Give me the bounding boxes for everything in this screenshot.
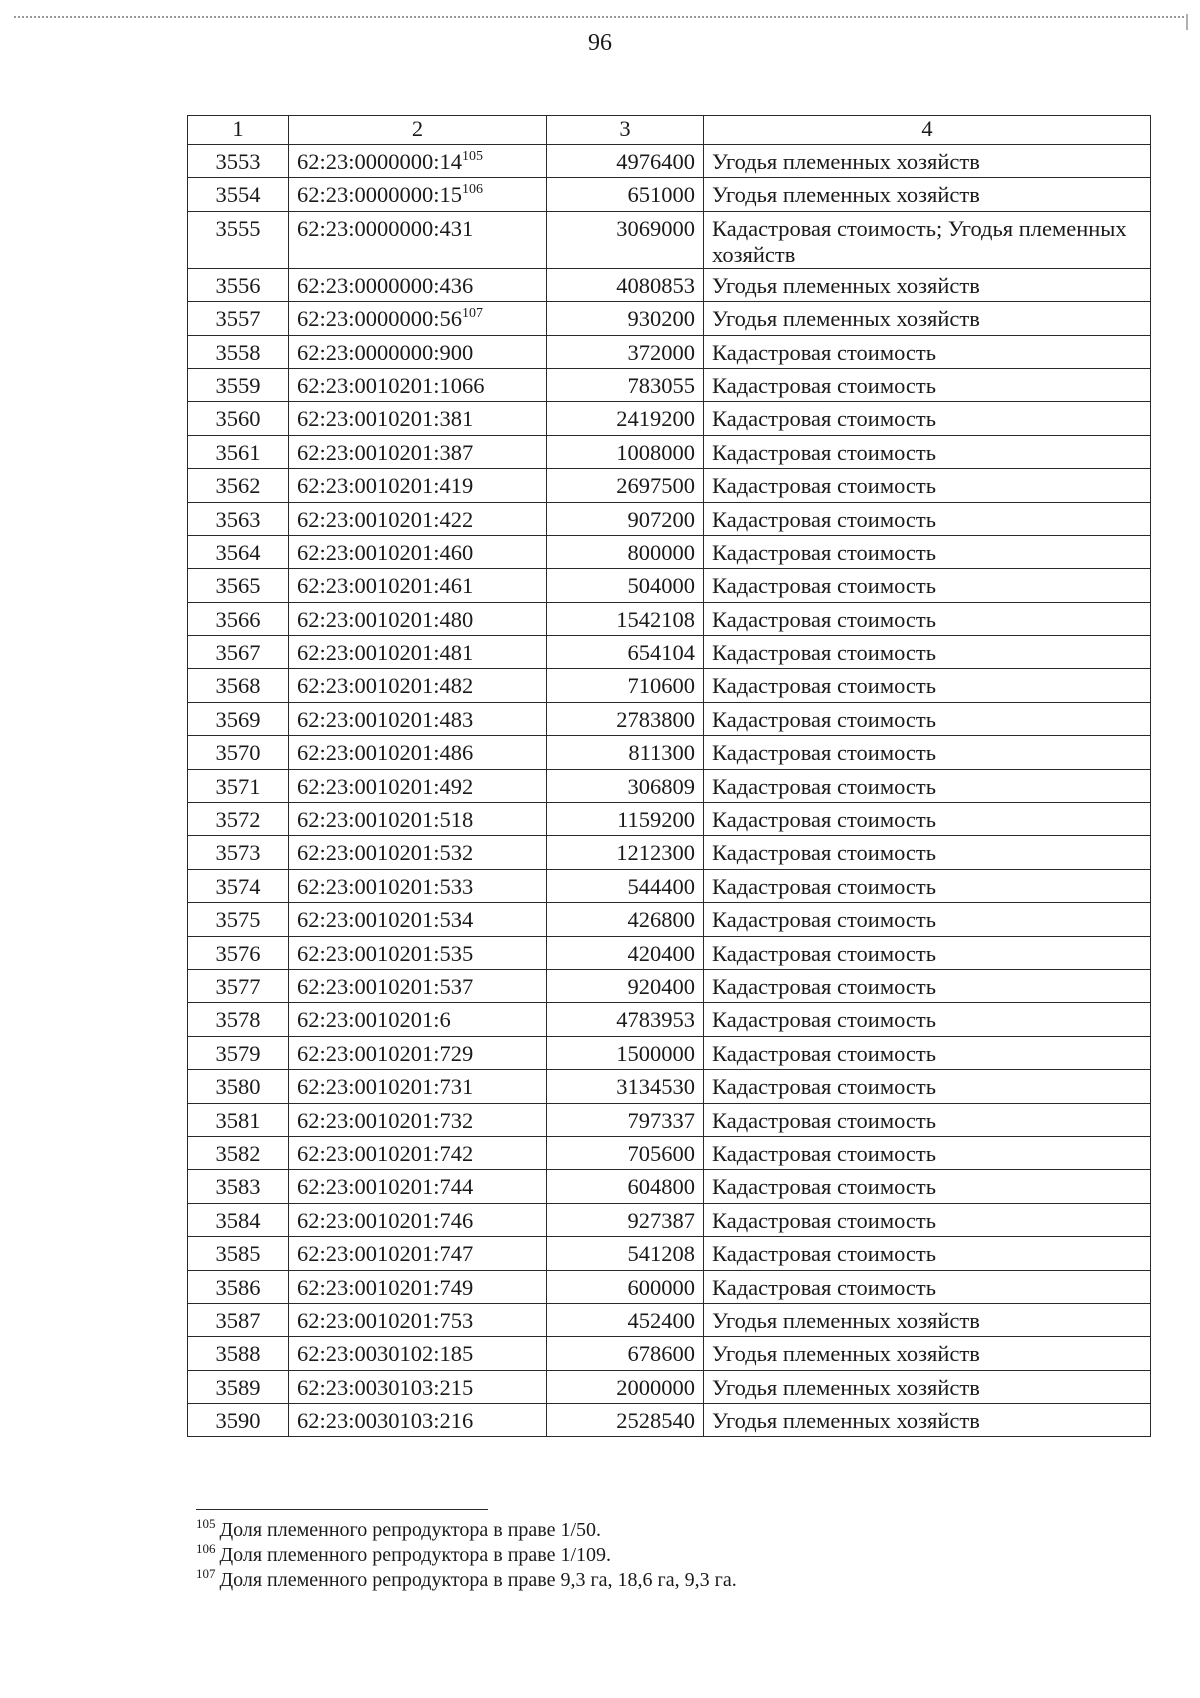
cadastral-number-cell <box>289 803 547 836</box>
value-cell: 2783800 <box>547 702 704 735</box>
cadastral-number-cell <box>289 1136 547 1169</box>
row-number: 3564 <box>188 535 289 568</box>
cadastral-number-cell <box>289 502 547 535</box>
row-number: 3561 <box>188 435 289 468</box>
footnote-text: Доля племенного репродуктора в праве 1/50. <box>219 1519 602 1541</box>
cadastral-number-cell <box>289 402 547 435</box>
row-number: 3557 <box>188 302 289 335</box>
table-row <box>188 1270 1151 1303</box>
cadastral-number: 62:23:0010201:729 <box>297 1040 474 1066</box>
cadastral-number-cell <box>289 1036 547 1069</box>
row-number: 3583 <box>188 1170 289 1203</box>
table-row <box>188 469 1151 502</box>
value-cell: 1008000 <box>547 435 704 468</box>
cadastral-number: 62:23:0010201:1066 <box>297 372 485 398</box>
basis-cell: Угодья племенных хозяйств <box>704 1337 1151 1370</box>
footnote-reference: 107 <box>462 306 484 322</box>
cadastral-number: 62:23:0010201:486 <box>297 740 474 766</box>
cadastral-number: 62:23:0010201:749 <box>297 1274 474 1300</box>
value-cell: 930200 <box>547 302 704 335</box>
row-number: 3587 <box>188 1303 289 1336</box>
row-number: 3586 <box>188 1270 289 1303</box>
basis-cell: Кадастровая стоимость <box>704 836 1151 869</box>
table-row <box>188 268 1151 301</box>
cadastral-number-cell <box>289 936 547 969</box>
basis-cell: Кадастровая стоимость <box>704 702 1151 735</box>
basis-cell: Кадастровая стоимость <box>704 469 1151 502</box>
footnote <box>196 1518 737 1543</box>
table-row <box>188 145 1151 178</box>
basis-cell: Кадастровая стоимость <box>704 936 1151 969</box>
basis-cell: Кадастровая стоимость <box>704 636 1151 669</box>
cadastral-number: 62:23:0010201:533 <box>297 873 474 899</box>
basis-cell: Угодья племенных хозяйств <box>704 1370 1151 1403</box>
basis-cell: Кадастровая стоимость <box>704 769 1151 802</box>
table-row <box>188 803 1151 836</box>
table-row <box>188 1136 1151 1169</box>
basis-cell: Кадастровая стоимость <box>704 1070 1151 1103</box>
cadastral-number-cell <box>289 1404 547 1437</box>
table-row <box>188 602 1151 635</box>
value-cell: 2419200 <box>547 402 704 435</box>
table-row <box>188 178 1151 211</box>
footnote-marker: 107 <box>196 1566 216 1581</box>
table-row <box>188 769 1151 802</box>
cadastral-number: 62:23:0010201:460 <box>297 539 474 565</box>
value-cell: 544400 <box>547 869 704 902</box>
value-cell: 452400 <box>547 1303 704 1336</box>
basis-cell: Кадастровая стоимость <box>704 903 1151 936</box>
basis-cell: Кадастровая стоимость <box>704 1237 1151 1270</box>
land-register-table <box>187 115 1151 1437</box>
row-number: 3581 <box>188 1103 289 1136</box>
value-cell: 797337 <box>547 1103 704 1136</box>
cadastral-number: 62:23:0000000:431 <box>297 215 474 241</box>
basis-cell: Кадастровая стоимость <box>704 602 1151 635</box>
row-number: 3588 <box>188 1337 289 1370</box>
cadastral-number-cell <box>289 636 547 669</box>
value-cell: 783055 <box>547 368 704 401</box>
column-header-2: 2 <box>289 116 547 145</box>
cadastral-number-cell <box>289 268 547 301</box>
cadastral-number-cell <box>289 1203 547 1236</box>
cadastral-number-cell <box>289 1370 547 1403</box>
table-row <box>188 936 1151 969</box>
value-cell: 654104 <box>547 636 704 669</box>
value-cell: 4080853 <box>547 268 704 301</box>
value-cell: 504000 <box>547 569 704 602</box>
value-cell: 3134530 <box>547 1070 704 1103</box>
table-row <box>188 1370 1151 1403</box>
row-number: 3575 <box>188 903 289 936</box>
value-cell: 927387 <box>547 1203 704 1236</box>
footnote-marker: 106 <box>196 1541 216 1556</box>
row-number: 3590 <box>188 1404 289 1437</box>
row-number: 3563 <box>188 502 289 535</box>
value-cell: 372000 <box>547 335 704 368</box>
table-row <box>188 502 1151 535</box>
row-number: 3573 <box>188 836 289 869</box>
table-row <box>188 1003 1151 1036</box>
basis-cell: Кадастровая стоимость <box>704 1170 1151 1203</box>
basis-cell: Кадастровая стоимость <box>704 502 1151 535</box>
cadastral-number-cell <box>289 302 547 335</box>
basis-cell: Кадастровая стоимость <box>704 335 1151 368</box>
basis-cell: Угодья племенных хозяйств <box>704 178 1151 211</box>
row-number: 3582 <box>188 1136 289 1169</box>
cadastral-number-cell <box>289 702 547 735</box>
row-number: 3556 <box>188 268 289 301</box>
row-number: 3570 <box>188 736 289 769</box>
row-number: 3589 <box>188 1370 289 1403</box>
value-cell: 541208 <box>547 1237 704 1270</box>
value-cell: 1500000 <box>547 1036 704 1069</box>
scan-right-edge <box>1186 14 1188 30</box>
scan-top-edge <box>14 16 1184 18</box>
cadastral-number: 62:23:0010201:518 <box>297 807 474 833</box>
value-cell: 907200 <box>547 502 704 535</box>
basis-cell: Кадастровая стоимость <box>704 669 1151 702</box>
basis-cell: Кадастровая стоимость <box>704 402 1151 435</box>
row-number: 3559 <box>188 368 289 401</box>
table-row <box>188 869 1151 902</box>
value-cell: 4783953 <box>547 1003 704 1036</box>
cadastral-number: 62:23:0010201:480 <box>297 606 474 632</box>
basis-cell: Кадастровая стоимость <box>704 869 1151 902</box>
cadastral-number: 62:23:0010201:481 <box>297 640 474 666</box>
cadastral-number: 62:23:0010201:534 <box>297 907 474 933</box>
basis-cell: Угодья племенных хозяйств <box>704 1303 1151 1336</box>
value-cell: 705600 <box>547 1136 704 1169</box>
footnote-text: Доля племенного репродуктора в праве 9,3 га, 18,6 га, 9,3 га. <box>219 1569 737 1591</box>
cadastral-number-cell <box>289 1337 547 1370</box>
basis-cell: Кадастровая стоимость <box>704 1136 1151 1169</box>
cadastral-number: 62:23:0010201:422 <box>297 506 474 532</box>
cadastral-number-cell <box>289 769 547 802</box>
basis-cell: Кадастровая стоимость <box>704 803 1151 836</box>
row-number: 3567 <box>188 636 289 669</box>
basis-cell: Кадастровая стоимость <box>704 1003 1151 1036</box>
cadastral-number-cell <box>289 669 547 702</box>
cadastral-number-cell <box>289 335 547 368</box>
cadastral-number: 62:23:0010201:753 <box>297 1307 474 1333</box>
cadastral-number: 62:23:0010201:742 <box>297 1140 474 1166</box>
table-row <box>188 702 1151 735</box>
footnote-reference: 106 <box>462 182 484 198</box>
row-number: 3571 <box>188 769 289 802</box>
cadastral-number: 62:23:0000000:900 <box>297 339 474 365</box>
value-cell: 2697500 <box>547 469 704 502</box>
footnote-marker: 105 <box>196 1516 216 1531</box>
cadastral-number-cell <box>289 1070 547 1103</box>
cadastral-number-cell <box>289 435 547 468</box>
cadastral-number: 62:23:0010201:387 <box>297 439 474 465</box>
value-cell: 4976400 <box>547 145 704 178</box>
cadastral-number: 62:23:0010201:537 <box>297 973 474 999</box>
basis-cell: Угодья племенных хозяйств <box>704 145 1151 178</box>
page-number: 96 <box>588 30 612 56</box>
row-number: 3558 <box>188 335 289 368</box>
table-row <box>188 969 1151 1002</box>
value-cell: 306809 <box>547 769 704 802</box>
basis-cell: Кадастровая стоимость; Угодья племенных хозяйств <box>704 211 1151 268</box>
row-number: 3585 <box>188 1237 289 1270</box>
cadastral-number-cell <box>289 1003 547 1036</box>
cadastral-number-cell <box>289 368 547 401</box>
cadastral-number: 62:23:0010201:731 <box>297 1074 474 1100</box>
basis-cell: Кадастровая стоимость <box>704 569 1151 602</box>
row-number: 3572 <box>188 803 289 836</box>
basis-cell: Кадастровая стоимость <box>704 1103 1151 1136</box>
table-row <box>188 211 1151 268</box>
cadastral-number: 62:23:0030103:215 <box>297 1374 474 1400</box>
cadastral-number-cell <box>289 1270 547 1303</box>
cadastral-number-cell <box>289 903 547 936</box>
table-row <box>188 1237 1151 1270</box>
row-number: 3578 <box>188 1003 289 1036</box>
cadastral-number: 62:23:0000000:14 <box>297 149 463 174</box>
row-number: 3560 <box>188 402 289 435</box>
cadastral-number: 62:23:0010201:6 <box>297 1007 451 1033</box>
table-row <box>188 1404 1151 1437</box>
value-cell: 678600 <box>547 1337 704 1370</box>
basis-cell: Кадастровая стоимость <box>704 969 1151 1002</box>
row-number: 3584 <box>188 1203 289 1236</box>
cadastral-number: 62:23:0010201:482 <box>297 673 474 699</box>
value-cell: 1159200 <box>547 803 704 836</box>
cadastral-number: 62:23:0010201:492 <box>297 773 474 799</box>
table-body <box>188 145 1151 1437</box>
cadastral-number: 62:23:0000000:15 <box>297 182 463 208</box>
value-cell: 604800 <box>547 1170 704 1203</box>
footnote-text: Доля племенного репродуктора в праве 1/109. <box>219 1544 612 1566</box>
column-header-3: 3 <box>547 116 704 145</box>
row-number: 3565 <box>188 569 289 602</box>
column-header-1: 1 <box>188 116 289 145</box>
table-row <box>188 1070 1151 1103</box>
footnotes <box>196 1518 737 1593</box>
cadastral-number: 62:23:0000000:436 <box>297 272 474 298</box>
row-number: 3569 <box>188 702 289 735</box>
cadastral-number: 62:23:0010201:461 <box>297 573 474 599</box>
footnote <box>196 1543 737 1568</box>
row-number: 3566 <box>188 602 289 635</box>
cadastral-number: 62:23:0010201:532 <box>297 840 474 866</box>
table-row <box>188 302 1151 335</box>
table-row <box>188 1036 1151 1069</box>
value-cell: 2000000 <box>547 1370 704 1403</box>
table-row <box>188 669 1151 702</box>
table-row <box>188 636 1151 669</box>
column-header-4: 4 <box>704 116 1151 145</box>
cadastral-number: 62:23:0030103:216 <box>297 1408 474 1434</box>
row-number: 3554 <box>188 178 289 211</box>
basis-cell: Угодья племенных хозяйств <box>704 268 1151 301</box>
row-number: 3577 <box>188 969 289 1002</box>
basis-cell: Кадастровая стоимость <box>704 1270 1151 1303</box>
value-cell: 2528540 <box>547 1404 704 1437</box>
row-number: 3553 <box>188 145 289 178</box>
cadastral-number: 62:23:0010201:732 <box>297 1107 474 1133</box>
table-row <box>188 569 1151 602</box>
value-cell: 1542108 <box>547 602 704 635</box>
row-number: 3562 <box>188 469 289 502</box>
table-row <box>188 335 1151 368</box>
table-row <box>188 836 1151 869</box>
value-cell: 426800 <box>547 903 704 936</box>
cadastral-number-cell <box>289 535 547 568</box>
row-number: 3574 <box>188 869 289 902</box>
basis-cell: Кадастровая стоимость <box>704 736 1151 769</box>
footnote-reference: 105 <box>462 149 484 164</box>
table-row <box>188 1203 1151 1236</box>
cadastral-number-cell <box>289 836 547 869</box>
table-row <box>188 535 1151 568</box>
table-row <box>188 1103 1151 1136</box>
row-number: 3580 <box>188 1070 289 1103</box>
table-row <box>188 736 1151 769</box>
basis-cell: Кадастровая стоимость <box>704 535 1151 568</box>
table-row <box>188 435 1151 468</box>
row-number: 3568 <box>188 669 289 702</box>
table-row <box>188 1303 1151 1336</box>
row-number: 3579 <box>188 1036 289 1069</box>
footnote-separator <box>196 1509 488 1510</box>
cadastral-number-cell <box>289 736 547 769</box>
cadastral-number-cell <box>289 145 547 178</box>
value-cell: 811300 <box>547 736 704 769</box>
cadastral-number: 62:23:0010201:419 <box>297 473 474 499</box>
cadastral-number: 62:23:0010201:744 <box>297 1174 474 1200</box>
cadastral-number: 62:23:0000000:56 <box>297 306 463 332</box>
table-header-row <box>188 116 1151 145</box>
cadastral-number-cell <box>289 178 547 211</box>
cadastral-number: 62:23:0010201:746 <box>297 1207 474 1233</box>
cadastral-number-cell <box>289 602 547 635</box>
cadastral-number: 62:23:0010201:747 <box>297 1241 474 1267</box>
cadastral-number-cell <box>289 869 547 902</box>
cadastral-number: 62:23:0030102:185 <box>297 1341 474 1367</box>
cadastral-number-cell <box>289 569 547 602</box>
basis-cell: Кадастровая стоимость <box>704 1036 1151 1069</box>
value-cell: 420400 <box>547 936 704 969</box>
value-cell: 1212300 <box>547 836 704 869</box>
cadastral-number: 62:23:0010201:381 <box>297 406 474 432</box>
cadastral-number: 62:23:0010201:483 <box>297 706 474 732</box>
basis-cell: Кадастровая стоимость <box>704 435 1151 468</box>
basis-cell: Кадастровая стоимость <box>704 1203 1151 1236</box>
footnote <box>196 1568 737 1593</box>
table-row <box>188 1170 1151 1203</box>
value-cell: 920400 <box>547 969 704 1002</box>
basis-cell: Угодья племенных хозяйств <box>704 302 1151 335</box>
table-row <box>188 402 1151 435</box>
value-cell: 3069000 <box>547 211 704 268</box>
cadastral-number-cell <box>289 1237 547 1270</box>
cadastral-number-cell <box>289 1103 547 1136</box>
table-row <box>188 368 1151 401</box>
cadastral-number-cell <box>289 1170 547 1203</box>
value-cell: 600000 <box>547 1270 704 1303</box>
cadastral-number-cell <box>289 469 547 502</box>
value-cell: 800000 <box>547 535 704 568</box>
cadastral-number-cell <box>289 969 547 1002</box>
cadastral-number-cell <box>289 1303 547 1336</box>
cadastral-number-cell <box>289 211 547 268</box>
value-cell: 651000 <box>547 178 704 211</box>
basis-cell: Кадастровая стоимость <box>704 368 1151 401</box>
row-number: 3576 <box>188 936 289 969</box>
cadastral-number: 62:23:0010201:535 <box>297 940 474 966</box>
table-row <box>188 1337 1151 1370</box>
table-row <box>188 903 1151 936</box>
value-cell: 710600 <box>547 669 704 702</box>
basis-cell: Угодья племенных хозяйств <box>704 1404 1151 1437</box>
row-number: 3555 <box>188 211 289 268</box>
